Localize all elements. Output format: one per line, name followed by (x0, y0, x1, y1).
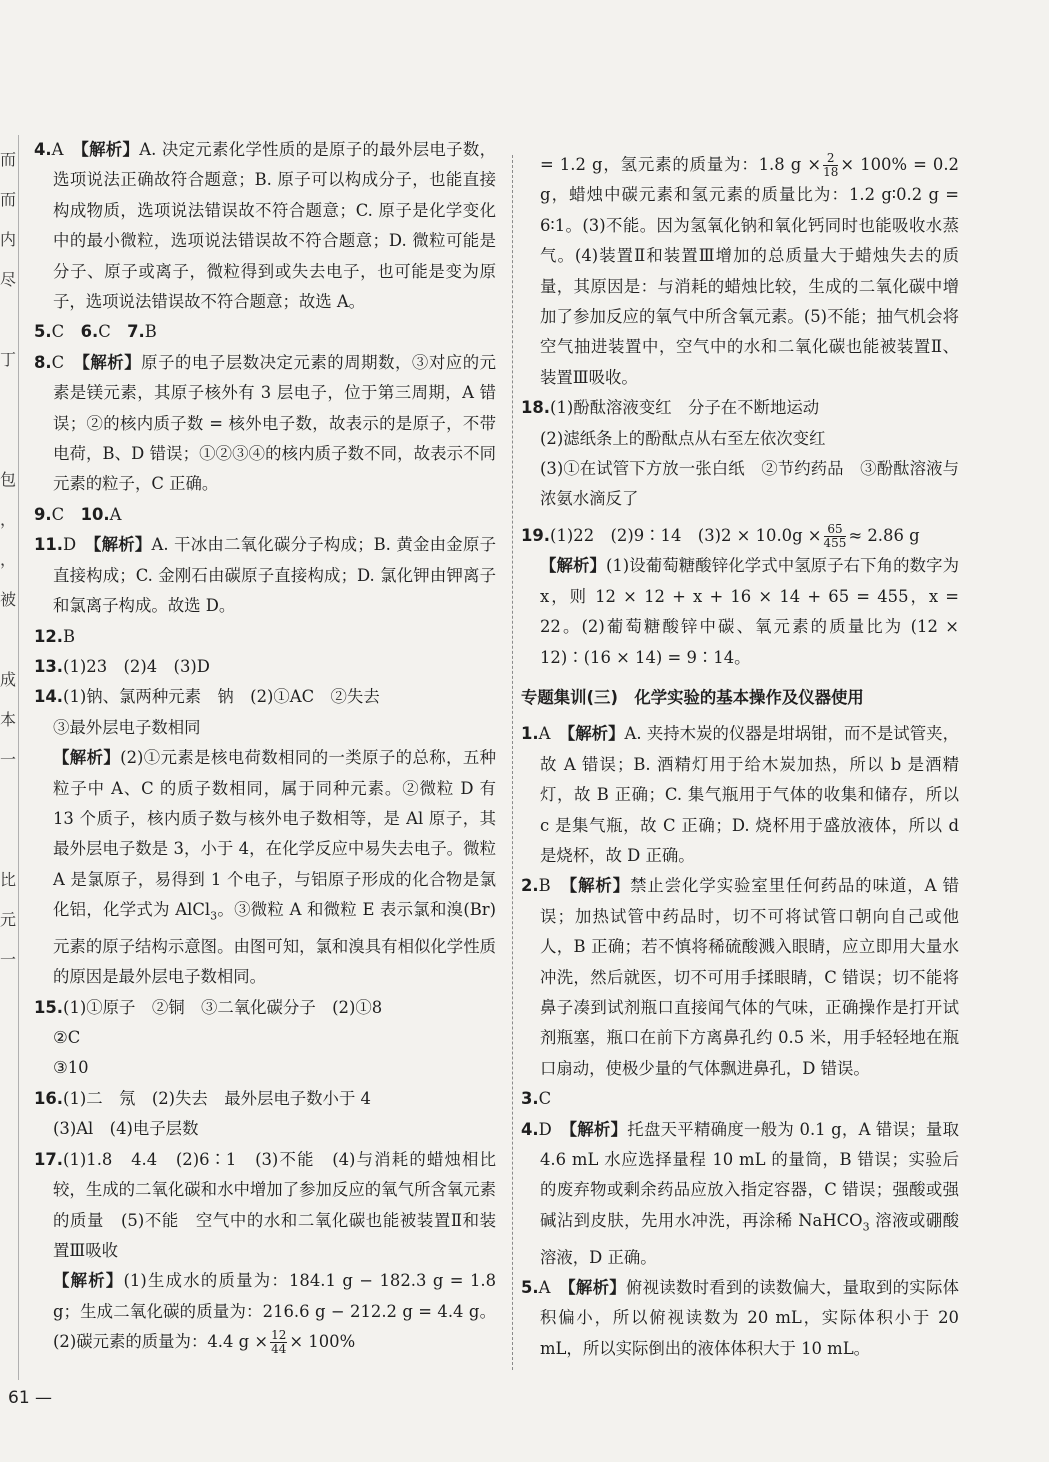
edge-char (0, 380, 14, 420)
answer-11: 11.D 【解析】A. 干冰由二氧化碳分子构成；B. 黄金由金原子直接构成；C. 金刚石由碳原子直接构成；D. 氯化钾由钾离子和氯离子构成。故选 D。 (34, 535, 496, 616)
edge-char (0, 780, 14, 820)
left-margin-rule (18, 135, 20, 1380)
column-divider (512, 155, 514, 1370)
answer-14: 14.(1)钠、氯两种元素 钠 (2)①AC ②失去 (34, 687, 380, 707)
section-answer-5: 5.A 【解析】俯视读数时看到的读数偏大，量取到的实际体积偏小，所以俯视读数为 20 mL，实际体积小于 20 mL，所以实际倒出的液体体积大于 10 mL。 (521, 1277, 960, 1358)
edge-char: 而 (0, 150, 17, 169)
fraction: $\frac{2}{18}$ (823, 151, 839, 179)
edge-char: ， (0, 510, 17, 529)
edge-char (0, 620, 14, 660)
fraction: $\frac{65}{455}$ (823, 521, 847, 550)
answer-19-analysis: 【解析】(1)设葡萄糖酸锌化学式中氢原子右下角的数字为 x，则 12 × 12 + x + 16 × 14 + 65 = 455，x = 22。(2)葡萄糖酸锌中碳、氧元素的质量比为 (12 × 12)∶(16 × 14) = 9∶14。 (540, 556, 960, 667)
edge-char (0, 1180, 14, 1220)
answer-14-line2: ③最外层电子数相同 (53, 717, 201, 737)
edge-char: 成 (0, 670, 17, 689)
answer-17-continued: = 1.2 g，氢元素的质量为：1.8 g × $\frac{2}{18}$ × 100% = 0.2 g，蜡烛中碳元素和氢元素的质量比为：1.2 g∶0.2 g = 6∶1。(3)不能。因为氢氧化钠和氧化钙同时也能吸收水蒸气。(4)装置Ⅱ和装置Ⅲ增加的总质量大于蜡烛失去的质量，其原因是：与消耗的蜡烛比较，生成的二氧化碳中增加了参加反应的氧气中所含氧元素。(5)不能；抽气机会将空气抽进装置中，空气中的水和二氧化碳也能被装置Ⅱ、装置Ⅲ吸收。 (540, 151, 959, 387)
answer-15: 15.(1)①原子 ②铜 ③二氧化碳分子 (2)①8 (34, 997, 383, 1017)
edge-char: 丁 (0, 350, 17, 369)
page-number: 61 — (8, 1388, 53, 1408)
edge-char (0, 420, 14, 460)
edge-char (0, 1140, 14, 1180)
answer-12: 12.B (34, 626, 76, 646)
answer-18: 18.(1)酚酞溶液变红 分子在不断地运动 (521, 398, 820, 418)
edge-char: 一 (0, 950, 17, 969)
edge-char: 尽 (0, 270, 17, 289)
section-answer-3: 3.C (521, 1089, 552, 1109)
answer-18-line3: (3)①在试管下方放一张白纸 ②节约药品 ③酚酞溶液与浓氨水滴反了 (540, 459, 959, 509)
edge-char: 本 (0, 710, 17, 729)
answer-19: 19.(1)22 (2)9∶14 (3)2 × 10.0g × $\frac{65}{455}$ ≈ 2.86 g (521, 521, 920, 550)
edge-char: 比 (0, 870, 17, 889)
answer-14-analysis: 【解析】(2)①元素是核电荷数相同的一类原子的总称，五种粒子中 A、C 的质子数相同，属于同种元素。②微粒 D 有 13 个质子，核内质子数与核外电子数相等，是 Al 原子，其最外层电子数是 3，小于 4，在化学反应中易失去电子。微粒 A 是氯原子，易得到 1 个电子，与铝原子形成的化合物是氯化铝，化学式为 AlCl$_3$。③微粒 A 和微粒 E 表示氯和溴(Br)元素的原子结构示意图。由图可知，氯和溴具有相似化学性质的原因是最外层电子数相同。 (53, 748, 497, 987)
edge-char (0, 980, 14, 1020)
answer-16: 16.(1)二 氖 (2)失去 最外层电子数小于 4 (34, 1088, 371, 1108)
edge-char: 内 (0, 230, 17, 249)
section-title: 专题集训(三) 化学实验的基本操作及仪器使用 (521, 687, 864, 707)
answer-15-line3: ③10 (53, 1058, 89, 1078)
edge-char (0, 1060, 14, 1100)
answer-15-line2: ②C (53, 1028, 81, 1048)
answer-8: 8.C 【解析】原子的电子层数决定元素的周期数，③对应的元素是镁元素，其原子核外有 3 层电子，位于第三周期，A 错误；②的核内质子数 = 核外电子数，故表示的是原子，不带电荷，B、D 错误；①②③④的核内质子数不同，故表示不同元素的粒子，C 正确。 (34, 352, 497, 494)
edge-char (0, 820, 14, 860)
answer-13: 13.(1)23 (2)4 (3)D (34, 656, 210, 676)
edge-char: 包 (0, 470, 17, 489)
right-column (521, 150, 959, 1364)
answer-16-line2: (3)Al (4)电子层数 (53, 1119, 199, 1139)
edge-char: 一 (0, 750, 17, 769)
section-answer-4: 4.D 【解析】托盘天平精确度一般为 0.1 g，A 错误；量取 4.6 mL 水应选择量程 10 mL 的量筒，B 错误；实验后的废弃物或剩余药品应放入指定容器，C 错误；强酸或强碱沾到皮肤，先用水冲洗，再涂稀 NaHCO$_3$ 溶液或硼酸溶液，D 正确。 (521, 1119, 959, 1267)
edge-char: 被 (0, 590, 17, 609)
answer-4: 4.A 【解析】A. 决定元素化学性质的是原子的最外层电子数，选项说法正确故符合题意；B. 原子可以构成分子，也能直接构成物质，选项说法错误故不符合题意；C. 原子是化学变化中的最小微粒，选项说法错误故不符合题意；D. 微粒可能是分子、原子或离子，微粒得到或失去电子，也可能是变为原子，选项说法错误故不符合题意；故选 A。 (34, 140, 496, 312)
answer-17-analysis: 【解析】(1)生成水的质量为：184.1 g − 182.3 g = 1.8 g；生成二氧化碳的质量为：216.6 g − 212.2 g = 4.4 g。(2)碳元素的质量为：4.4 g × $\frac{12}{44}$ × 100% (53, 1271, 497, 1357)
section-answer-1: 1.A 【解析】A. 夹持木炭的仪器是坩埚钳，而不是试管夹，故 A 错误；B. 酒精灯用于给木炭加热，所以 b 是酒精灯，故 B 正确；C. 集气瓶用于气体的收集和储存，所以 c 是集气瓶，故 C 正确；D. 烧杯用于盛放液体，所以 d 是烧杯，故 D 正确。 (521, 724, 960, 865)
edge-char: 元 (0, 910, 17, 929)
answer-18-line2: (2)滤纸条上的酚酞点从右至左依次变红 (540, 428, 826, 448)
adjacent-page-edge (0, 140, 17, 1380)
edge-char: 而 (0, 190, 17, 209)
edge-char: ， (0, 550, 17, 569)
left-column (34, 135, 496, 1358)
edge-char (0, 1100, 14, 1140)
fraction: $\frac{12}{44}$ (271, 1328, 287, 1357)
answers-5-7: 5.C 6.C 7.B (34, 322, 157, 342)
answer-17: 17.(1)1.8 4.4 (2)6∶1 (3)不能 (4)与消耗的蜡烛相比较，生成的二氧化碳和水中增加了参加反应的氧气所含氧元素的质量 (5)不能 空气中的水和二氧化碳也能被装置Ⅱ和装置Ⅲ吸收 (34, 1149, 496, 1260)
answers-9-10: 9.C 10.A (34, 504, 122, 524)
section-answer-2: 2.B 【解析】禁止尝化学实验室里任何药品的味道，A 错误；加热试管中药品时，切不可将试管口朝向自己或他人，B 正确；若不慎将稀硫酸溅入眼睛，应立即用大量水冲洗，然后就医，切不可用手揉眼睛，C 错误；切不能将鼻子凑到试剂瓶口直接闻气体的气味，正确操作是打开试剂瓶塞，瓶口在前下方离鼻孔约 0.5 米，用手轻轻地在瓶口扇动，使极少量的气体飘进鼻孔，D 错误。 (521, 876, 959, 1078)
edge-char (0, 300, 14, 340)
edge-char (0, 1020, 14, 1060)
